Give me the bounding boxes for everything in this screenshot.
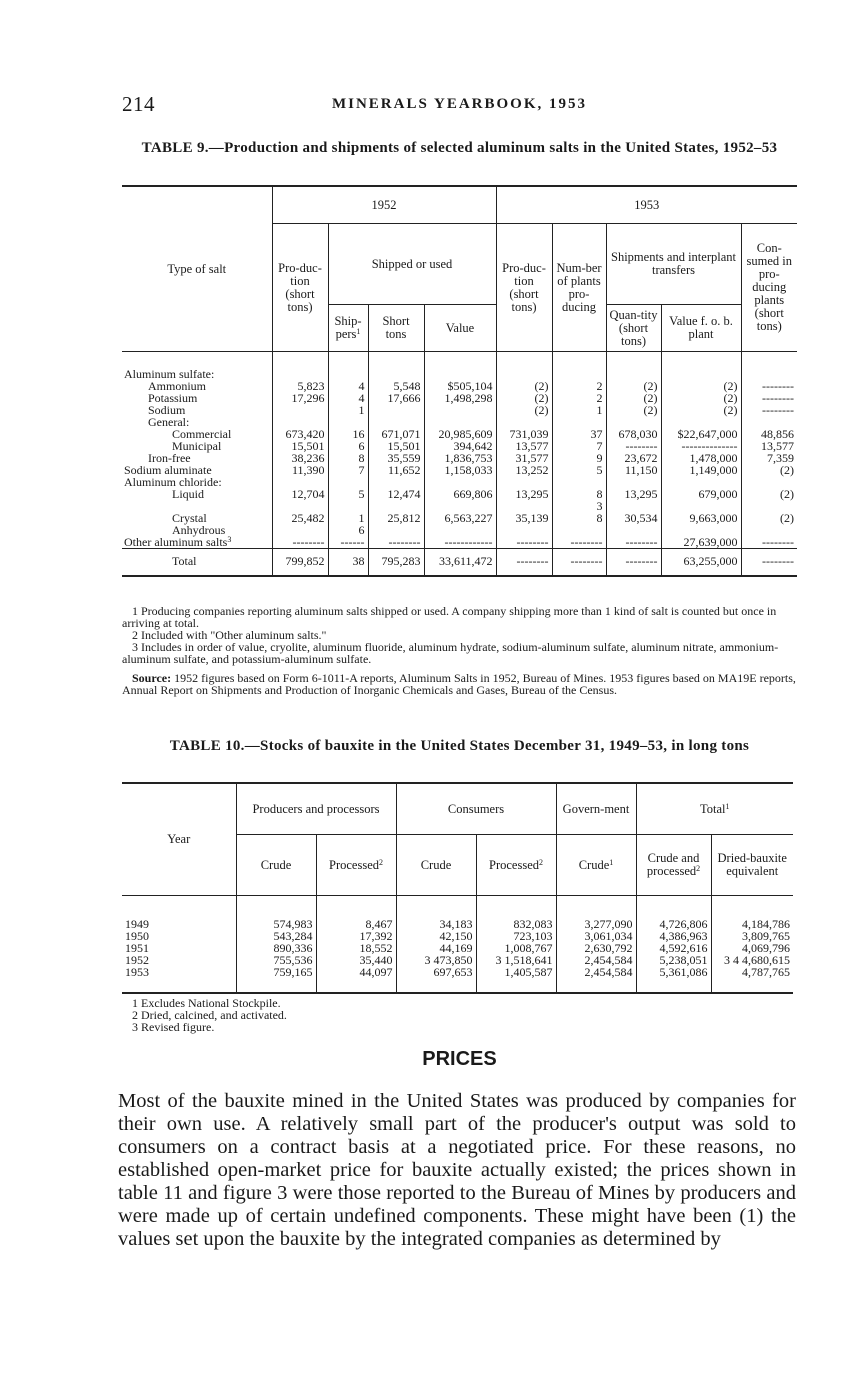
row-label [122,404,272,416]
row-label [122,488,272,500]
table-cell: 671,071 [368,428,424,440]
table-cell: 678,030 [606,428,661,440]
table-cell: 8 [552,488,606,500]
table-cell: 35,139 [496,512,552,524]
table-cell: 16 [328,428,368,440]
table-cell: 17,392 [316,930,396,942]
row-label-text: Aluminum sulfate: [124,367,215,381]
table-row [122,352,797,381]
table-cell: 11,150 [606,464,661,476]
table-cell: 4,592,616 [636,942,711,954]
table-cell: 1 [328,512,368,524]
row-label [122,549,272,577]
table-cell: (2) [661,380,741,392]
table-cell: 731,039 [496,428,552,440]
table-cell [368,404,424,416]
table9-footnote-1: 1 Producing companies reporting aluminum salts shipped or used. A company shipping more than 1 kind of salt is counted but once in arriving at total. [122,604,777,630]
table-cell: (2) [780,487,794,501]
table-cell: 35,440 [316,954,396,966]
table-row [122,404,797,416]
page-number: 214 [122,92,155,116]
table-cell: 44,169 [396,942,476,954]
running-title: MINERALS YEARBOOK, 1953 [331,96,588,112]
table-cell: (2) [606,380,661,392]
col-consumed: Con-sumed in pro-ducing plants (short tons) [741,224,797,352]
table-cell: 11,390 [272,464,328,476]
table-cell: 832,083 [476,896,556,931]
table-cell: 8 [552,512,606,524]
table-cell: 42,150 [396,930,476,942]
footnote-ref: 2 [539,857,543,867]
table-cell: 394,642 [424,440,496,452]
col-production-1953: Pro-duc-tion (short tons) [496,224,552,352]
table-cell: (2) [606,392,661,404]
table10 [122,782,793,994]
col-group-1953: 1953 [496,186,797,224]
col-shippers-label: Ship-pers [334,314,362,341]
row-label-text: Municipal [172,439,222,453]
table-cell: 9 [552,452,606,464]
table-cell [328,352,368,381]
col-type-of-salt: Type of salt [122,186,272,352]
table-cell: 7 [328,464,368,476]
table-cell: 23,672 [606,452,661,464]
table-cell: 13,577 [761,439,794,453]
table-cell: 3 1,518,641 [476,954,556,966]
table-cell: 4 [328,392,368,404]
table9-footnote-2: 2 Included with "Other aluminum salts." [132,628,327,642]
table-row [122,392,797,404]
table9-footnotes [122,605,797,696]
table-cell: (2) [496,404,552,416]
table-cell [552,352,606,381]
table-cell: 4,184,786 [742,917,790,931]
col-group-1952: 1952 [272,186,496,224]
col-group-consumers: Consumers [396,783,556,835]
row-label-text: Total [172,554,197,568]
col-group-shipments-transfers: Shipments and interplant transfers [606,224,741,305]
table10-caption [122,738,797,755]
footnote-ref: 2 [696,864,701,873]
table-cell: 6 [328,524,368,536]
table-cell: 4 [328,380,368,392]
col-crude-label: Crude [578,857,610,872]
table-cell: -------- [606,536,661,549]
table-cell [272,352,328,381]
col-group-shipped-or-used: Shipped or used [328,224,496,305]
table-cell: 799,852 [272,549,328,577]
table-cell: 8,467 [316,896,396,931]
table-cell: 2,630,792 [556,942,636,954]
row-label-text: Liquid [172,487,204,501]
table-cell: -------- [552,549,606,577]
table-cell: $22,647,000 [661,428,741,440]
table-cell: 697,653 [396,966,476,993]
col-value-fob: Value f. o. b. plant [661,305,741,352]
col-producers-crude: Crude [236,835,316,896]
table-cell: 1,158,033 [424,464,496,476]
table-cell: -------- [762,403,794,417]
table-cell: 13,577 [496,440,552,452]
row-label-text: Crystal [172,511,207,525]
table-cell: 7 [552,440,606,452]
col-processed-label: Processed [329,857,379,872]
row-year: 1953 [122,966,236,993]
table-cell: -------- [496,549,552,577]
table-cell: 44,097 [316,966,396,993]
table-cell: 48,856 [761,427,794,441]
table-cell: 38,236 [272,452,328,464]
table-cell: -------- [762,379,794,393]
prices-paragraph: Most of the bauxite mined in the United States was produced by companies for their own use. A relatively small part of the producer's output was sold to consumers on a contract basis at a negotiated price. For these reasons, no established open-market price for bauxite actually existed; the prices shown in table 11 and figure 3 were those reported to the Bureau of Mines by producers and were made up of certain undefined components. These might have been (1) the values set upon the bauxite by the integrated companies as determined by [118,1090,796,1250]
row-label-text: Iron-free [148,451,191,465]
col-producers-processed [316,835,396,896]
table-cell: 755,536 [236,954,316,966]
table-cell: 3,061,034 [556,930,636,942]
table10-body [122,896,793,994]
table-cell: 1,405,587 [476,966,556,993]
table-cell: 5,823 [272,380,328,392]
table-cell: $505,104 [424,380,496,392]
table-cell: 1,149,000 [661,464,741,476]
table9-body [122,352,797,577]
table-cell: -------- [272,536,328,549]
col-consumers-processed [476,835,556,896]
row-label-text: Sodium aluminate [124,463,212,477]
table-cell: 2 [552,380,606,392]
table-cell: 3 473,850 [396,954,476,966]
table-cell [368,352,424,381]
table-cell: -------- [762,535,794,549]
table-cell: (2) [496,392,552,404]
row-year: 1952 [122,954,236,966]
table-cell: 5,238,051 [636,954,711,966]
table-cell: 2,454,584 [556,966,636,993]
table-cell: 679,000 [661,488,741,500]
table-cell: ------------ [424,536,496,549]
table9-header [122,186,797,352]
table-cell: 1,478,000 [661,452,741,464]
table-cell: -------- [496,536,552,549]
table-cell: 8 [328,452,368,464]
table-cell: (2) [496,380,552,392]
table-cell: 3,809,765 [742,929,790,943]
table-row [122,464,797,476]
col-crude-and-processed [636,835,711,896]
table-cell: 12,474 [368,488,424,500]
table-cell: 30,534 [606,512,661,524]
table9-title: —Production and shipments of selected aluminum salts in the United States, 1952–53 [208,140,778,156]
table-cell: 9,663,000 [661,512,741,524]
row-label [122,392,272,404]
table-row [122,549,797,577]
table-cell: -------- [368,536,424,549]
footnote-ref: 3 [227,535,232,544]
table-cell: 18,552 [316,942,396,954]
table-cell [661,352,741,381]
table-cell: 4,069,796 [742,941,790,955]
table-cell: 6 [328,440,368,452]
table-cell: (2) [661,392,741,404]
table-cell: 1 [328,404,368,416]
table-cell: 27,639,000 [661,536,741,549]
row-label-text: Commercial [172,427,232,441]
table-cell: 17,296 [272,392,328,404]
table-cell: 25,812 [368,512,424,524]
source-text: 1952 figures based on Form 6-1011-A reports, Aluminum Salts in 1952, Bureau of Mines. 1953 figures based on MA19E reports, Annual Report on Shipments and Production of Inorganic Chemicals and Gases, Bureau of the Census. [122,671,796,697]
table10-footnote-3: 3 Revised figure. [132,1020,215,1034]
col-group-government: Govern-ment [556,783,636,835]
table-cell: 20,985,609 [424,428,496,440]
page-header [122,92,797,118]
table-cell: -------------- [661,440,741,452]
table-cell: 2,454,584 [556,954,636,966]
col-dried-bauxite: Dried-bauxite equivalent [711,835,793,896]
table-cell: -------- [606,440,661,452]
col-group-producers: Producers and processors [236,783,396,835]
table-cell: 723,103 [476,930,556,942]
row-label [122,352,272,381]
table9-footnote-3: 3 Includes in order of value, cryolite, aluminum fluoride, aluminum hydrate, sodium-aluminum sulfate, aluminum nitrate, ammonium-aluminum sulfate, and potassium-aluminum sulfate. [122,640,779,666]
table-cell: 15,501 [272,440,328,452]
table-cell: 33,611,472 [424,549,496,577]
table-cell: (2) [780,511,794,525]
table-cell [424,404,496,416]
table9-caption [122,140,797,157]
row-label-text: Aluminum chloride: [124,475,222,489]
col-plants-producing: Num-ber of plants pro-ducing [552,224,606,352]
table-cell: 38 [328,549,368,577]
col-value: Value [424,305,496,352]
row-year: 1949 [122,896,236,931]
table-cell: 890,336 [236,942,316,954]
prices-heading: PRICES [422,1048,497,1070]
row-year: 1950 [122,930,236,942]
table-cell: 5 [328,488,368,500]
table-cell [424,352,496,381]
footnote-ref: 2 [379,857,383,867]
table-cell: 1 [552,404,606,416]
table-row [122,488,797,500]
table-row [122,896,793,931]
table-cell: 35,559 [368,452,424,464]
table10-footnotes [122,997,797,1033]
row-label-text: Sodium [148,403,186,417]
col-year: Year [122,783,236,896]
footnote-ref: 1 [609,857,614,867]
table-cell: 4,386,963 [636,930,711,942]
table-row [122,536,797,549]
source-label: Source: [132,671,172,685]
table-cell: -------- [552,536,606,549]
table-cell: 673,420 [272,428,328,440]
table10-footnote-1: 1 Excludes National Stockpile. [132,996,281,1010]
table10-footnote-2: 2 Dried, calcined, and activated. [132,1008,287,1022]
table-cell: 13,295 [496,488,552,500]
table-cell: (2) [606,404,661,416]
table-cell: 543,284 [236,930,316,942]
table-cell: 5,548 [368,380,424,392]
table-cell: -------- [741,549,797,577]
row-label-text: Other aluminum salts [124,535,228,549]
col-total-label: Total [699,801,726,816]
table-cell: 2 [552,392,606,404]
table-cell: 574,983 [236,896,316,931]
table9-number: TABLE 9. [141,140,209,156]
table-cell: 25,482 [272,512,328,524]
row-label-text: Anhydrous [172,523,226,537]
table-cell: 31,577 [496,452,552,464]
table-cell: 6,563,227 [424,512,496,524]
col-consumers-crude: Crude [396,835,476,896]
table-cell: 11,652 [368,464,424,476]
table-cell: 15,501 [368,440,424,452]
table-cell: 1,008,767 [476,942,556,954]
table10-number: TABLE 10. [169,738,245,754]
table9-source [122,672,797,696]
table10-header [122,783,793,896]
row-label [122,536,272,549]
row-label-text: Ammonium [148,379,207,393]
table-cell: (2) [780,463,794,477]
table9 [122,185,797,577]
row-year: 1951 [122,942,236,954]
table-cell: -------- [762,391,794,405]
table-cell: 13,295 [606,488,661,500]
table-cell: 5 [552,464,606,476]
table-cell: -------- [606,549,661,577]
table-cell: 37 [552,428,606,440]
col-processed-label: Processed [489,857,539,872]
table-cell: 4,726,806 [636,896,711,931]
table-cell: 34,183 [396,896,476,931]
table-cell: 13,252 [496,464,552,476]
col-short-tons: Short tons [368,305,424,352]
table-cell: 17,666 [368,392,424,404]
table-cell: 4,787,765 [742,965,790,979]
table-cell: 1,836,753 [424,452,496,464]
table-cell: 3,277,090 [556,896,636,931]
table-row [122,966,793,993]
table-cell: 759,165 [236,966,316,993]
col-shippers [328,305,368,352]
table-cell [606,352,661,381]
row-label-text: Potassium [148,391,198,405]
col-crude-processed-label: Crude and processed [646,851,700,878]
table-cell: 1,498,298 [424,392,496,404]
col-quantity: Quan-tity (short tons) [606,305,661,352]
col-production-1952: Pro-duc-tion (short tons) [272,224,328,352]
table-cell [272,404,328,416]
table-cell: 3 4 4,680,615 [724,953,790,967]
table-cell: 5,361,086 [636,966,711,993]
table-cell [496,352,552,381]
col-government-crude [556,835,636,896]
table-cell: 669,806 [424,488,496,500]
col-group-total [636,783,793,835]
row-label [122,440,272,452]
row-label-text: General: [148,415,190,429]
footnote-ref: 1 [725,801,730,811]
table-cell: 3 [552,500,606,512]
table-cell: 12,704 [272,488,328,500]
table-cell: 795,283 [368,549,424,577]
table-cell: 63,255,000 [661,549,741,577]
table-cell: (2) [661,404,741,416]
table-cell: 7,359 [767,451,794,465]
table-cell: ------ [328,536,368,549]
footnote-ref: 1 [356,327,361,336]
table-cell [741,352,797,381]
table10-title: —Stocks of bauxite in the United States December 31, 1949–53, in long tons [244,738,750,754]
